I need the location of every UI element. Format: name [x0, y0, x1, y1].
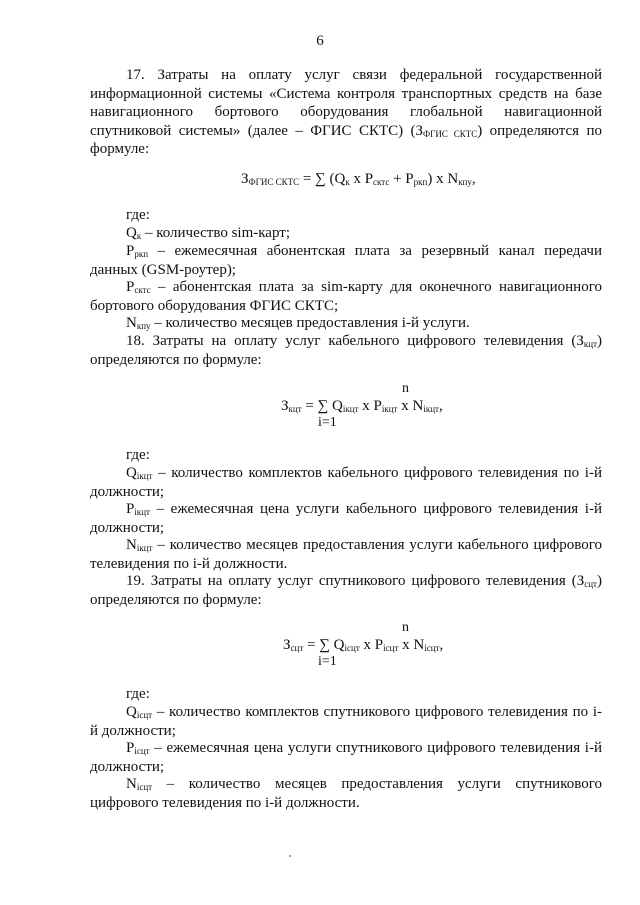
definition-psktc: $Р_{сктс}$ – абонентская плата за sim-карту для оконечного навигационного бортового оборудования ФГИС СКТС;	[90, 279, 602, 314]
definition-qk: $Q_к$ – количество sim-карт;	[126, 225, 290, 241]
definition-q-isct: $Q_{iсцт}$ – количество комплектов спутникового цифрового телевидения по i-й должности;	[90, 704, 602, 739]
definition-n-ikct: $N_{iкцт}$ – количество месяцев предоставления услуги кабельного цифрового телевидения по i-й должности.	[90, 537, 602, 572]
formula-kct: $З_{кцт}$ = ∑ $Q_{iкцт}$ х $Р_{iкцт}$ х $N_{iкцт}$,	[281, 398, 443, 414]
formula-sct-lower-limit: i=1	[318, 654, 337, 669]
scan-speck	[289, 855, 291, 857]
definition-p-isct: $Р_{iсцт}$ – ежемесячная цена услуги спутникового цифрового телевидения i-й должности;	[90, 740, 602, 775]
where-label: где:	[126, 447, 150, 463]
definition-prkp: $Р_{ркп}$ – ежемесячная абонентская плата за резервный канал передачи данных (GSM-роутер);	[90, 243, 602, 278]
definition-p-ikct: $Р_{iкцт}$ – ежемесячная цена услуги кабельного цифрового телевидения i-й должности;	[90, 501, 602, 536]
definition-n-isct: $N_{iсцт}$ – количество месяцев предоставления услуги спутникового цифрового телевидения по i-й должности.	[90, 776, 602, 811]
formula-fgis-sktc: $З_{ФГИС СКТС}$ = ∑ ($Q_к$ х $Р_{сктс} + Р_{ркп}$) х $N_{кпу}$,	[241, 171, 476, 187]
section-18-intro: 18. Затраты на оплату услуг кабельного цифрового телевидения $(З_{кцт})$ определяются по формуле:	[90, 333, 602, 368]
formula-kct-lower-limit: i=1	[318, 415, 337, 430]
section-17-intro: 17. Затраты на оплату услуг связи федеральной государственной информационной системы «Система контроля транспортных средств на базе навигационного бортового оборудования глобальной навигационной спутниковой системы» (далее – ФГИС СКТС) $(З_{ФГИС СКТС})$ определяются по формуле:	[90, 67, 602, 157]
where-label: где:	[126, 207, 150, 223]
formula-sct-upper-limit: n	[402, 620, 409, 635]
formula-kct-upper-limit: n	[402, 381, 409, 396]
where-label: где:	[126, 686, 150, 702]
page-number: 6	[316, 33, 324, 49]
definition-q-ikct: $Q_{iкцт}$ – количество комплектов кабельного цифрового телевидения по i-й должности;	[90, 465, 602, 500]
definition-nkpu: $N_{кпу}$ – количество месяцев предоставления i-й услуги.	[126, 315, 470, 331]
section-19-intro: 19. Затраты на оплату услуг спутникового цифрового телевидения $(З_{сцт})$ определяются по формуле:	[90, 573, 602, 608]
formula-sct: $З_{сцт}$ = ∑ $Q_{iсцт}$ х $Р_{iсцт}$ х $N_{iсцт}$,	[283, 637, 444, 653]
